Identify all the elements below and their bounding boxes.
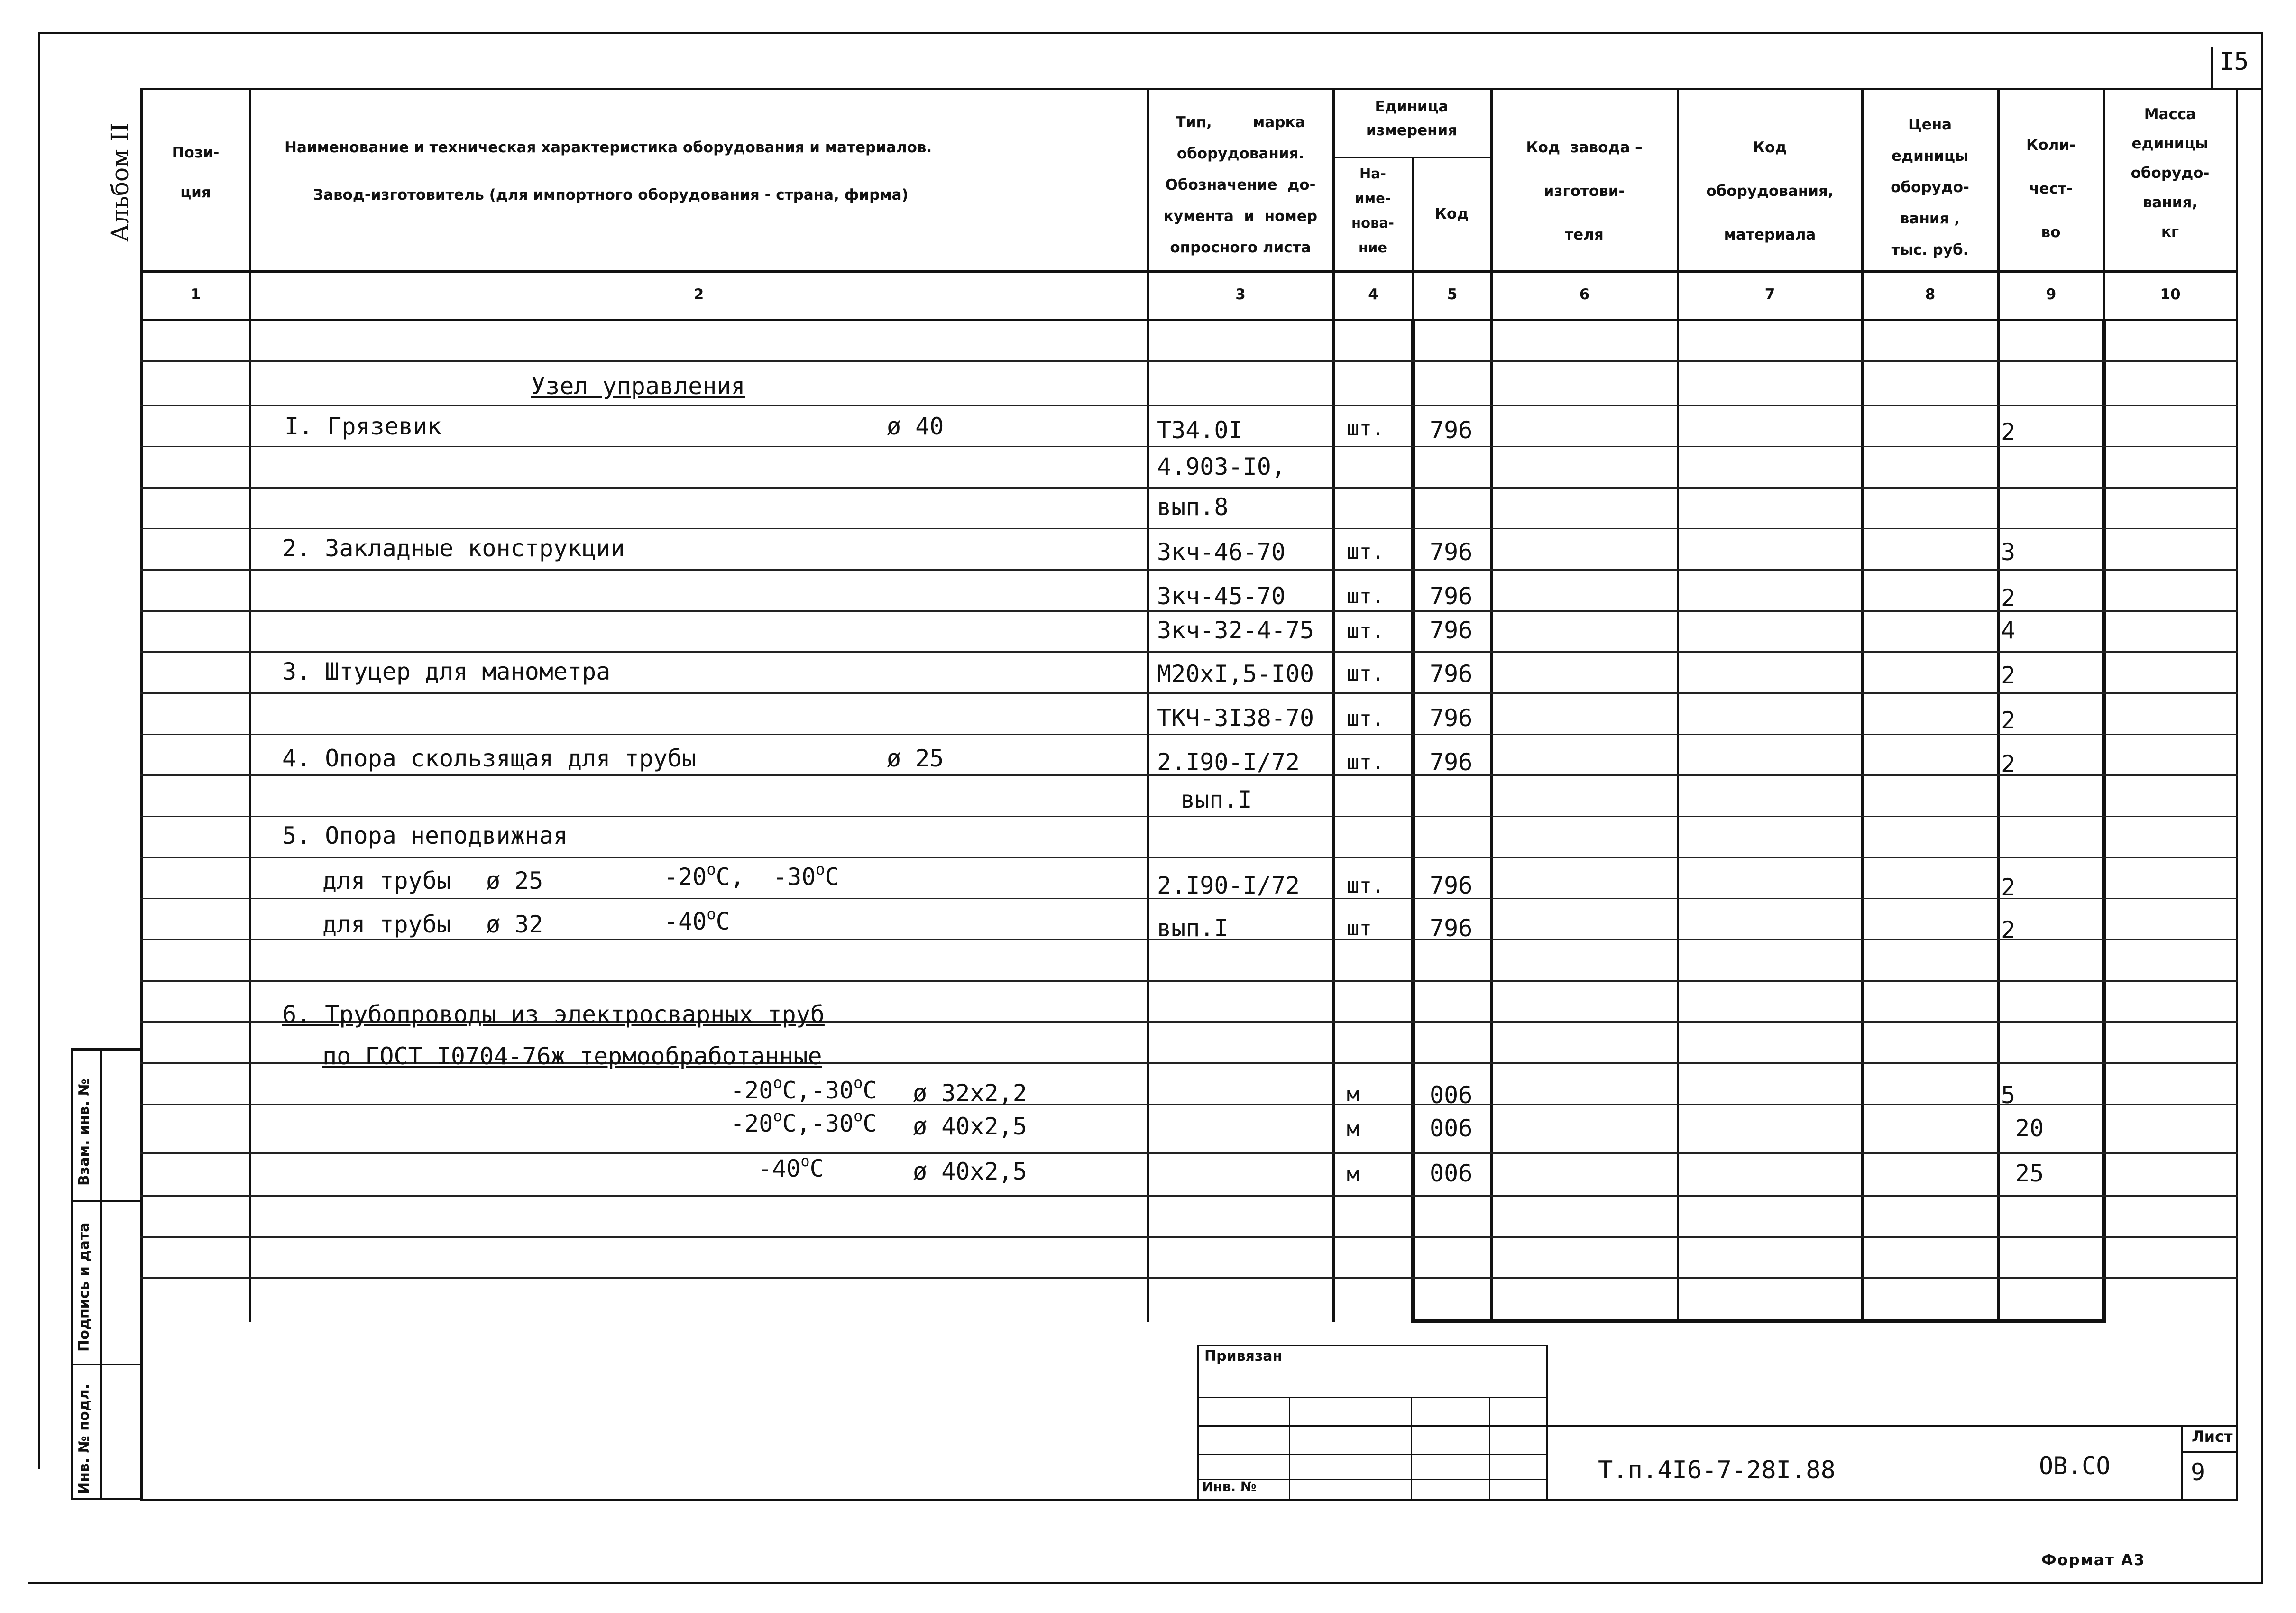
sheet-label: Лист bbox=[2192, 1428, 2233, 1446]
header-unit-group: Единица измерения bbox=[1366, 98, 1458, 139]
stamp-row bbox=[1197, 1425, 1548, 1427]
stamp-row bbox=[1197, 1454, 1548, 1455]
row-line bbox=[140, 610, 2238, 612]
col-sep-7 bbox=[1861, 88, 1864, 1322]
row3-name: 3. Штуцер для манометра bbox=[282, 658, 611, 685]
header-col2-line2: Завод-изготовитель (для импортного оборудования - страна, фирма) bbox=[313, 186, 909, 203]
col-number: 8 bbox=[1925, 286, 1936, 303]
row1-unit: шт. bbox=[1347, 416, 1385, 441]
row6b-code: 006 bbox=[1430, 1115, 1473, 1142]
row3-type: М20хI,5-I00 bbox=[1157, 660, 1314, 688]
row3b-code: 796 bbox=[1430, 704, 1473, 732]
row6c-unit: м bbox=[1347, 1162, 1359, 1186]
side-strip-outer bbox=[71, 1048, 73, 1499]
header-col5: Код bbox=[1434, 205, 1469, 222]
row-line bbox=[140, 405, 2238, 406]
header-col4: На- име- нова- ние bbox=[1351, 166, 1394, 256]
row4-unit: шт. bbox=[1347, 750, 1385, 774]
row-line bbox=[140, 692, 2238, 694]
col-number: 9 bbox=[2046, 286, 2057, 303]
col-sep-6 bbox=[1677, 88, 1679, 1322]
stamp-col bbox=[1289, 1397, 1290, 1499]
row6c-diameter: ø 40х2,5 bbox=[913, 1158, 1027, 1185]
doc-code: Т.п.4I6-7-28I.88 bbox=[1598, 1456, 1836, 1484]
row4-name: 4. Опора скользящая для трубы bbox=[282, 745, 696, 772]
row5b-type: вып.I bbox=[1157, 914, 1229, 942]
stamp-privyazan: Привязан bbox=[1204, 1348, 1283, 1364]
row2-unit: шт. bbox=[1347, 540, 1385, 564]
stamp-box-right bbox=[1546, 1345, 1548, 1499]
box-bottom bbox=[1411, 1319, 2106, 1323]
row3b-qty: 2 bbox=[2001, 707, 2016, 734]
unit-group-line bbox=[1332, 157, 1491, 158]
col-sep-3 bbox=[1332, 88, 1335, 1322]
header-col1: Пози- ция bbox=[172, 144, 220, 201]
side-strip-top bbox=[71, 1048, 140, 1051]
row6b-diameter: ø 40х2,5 bbox=[913, 1113, 1027, 1140]
col-sep-8 bbox=[1997, 88, 2000, 1322]
row2c-type: 3кч-32-4-75 bbox=[1157, 617, 1314, 644]
row-line bbox=[140, 1195, 2238, 1197]
row1-code: 796 bbox=[1430, 416, 1473, 444]
col-number: 4 bbox=[1368, 286, 1378, 303]
row2b-code: 796 bbox=[1430, 582, 1473, 610]
row2-code: 796 bbox=[1430, 538, 1473, 566]
col-number: 5 bbox=[1447, 286, 1458, 303]
col-sep-2 bbox=[1147, 88, 1149, 1322]
col-sep-1 bbox=[249, 88, 251, 1322]
row5b-unit: шт bbox=[1347, 916, 1372, 940]
row2c-unit: шт. bbox=[1347, 619, 1385, 643]
row6a-temperature: -20$^o$С,-30$^o$С bbox=[730, 1074, 877, 1104]
row6-name2: по ГОСТ I0704-76ж термообработанные bbox=[322, 1042, 822, 1070]
row5a-unit: шт. bbox=[1347, 874, 1385, 898]
row2-name: 2. Закладные конструкции bbox=[282, 535, 625, 562]
col-number: 7 bbox=[1764, 286, 1775, 303]
doc-mark: ОВ.СО bbox=[2039, 1452, 2111, 1480]
side-strip-sep bbox=[71, 1200, 140, 1202]
row-line bbox=[140, 980, 2238, 982]
side-inv-podl: Инв. № подл. bbox=[76, 1383, 92, 1494]
sheet-top-number: I5 bbox=[2219, 47, 2249, 76]
section-title: Узел управления bbox=[531, 372, 745, 400]
frame-top bbox=[38, 32, 2262, 34]
col-number: 10 bbox=[2160, 286, 2181, 303]
side-strip-bottom bbox=[71, 1498, 140, 1500]
frame-left bbox=[38, 32, 40, 1469]
row3-qty: 2 bbox=[2001, 662, 2016, 689]
frame-right bbox=[2261, 32, 2263, 1583]
title-sheet-split bbox=[2181, 1451, 2237, 1453]
row-line bbox=[140, 446, 2238, 447]
row-line bbox=[140, 734, 2238, 735]
header-col10: Масса единицы оборудо- вания, кг bbox=[2131, 106, 2210, 240]
table-bottom bbox=[140, 1499, 2238, 1501]
row-line bbox=[140, 1152, 2238, 1154]
row2-type: 3кч-46-70 bbox=[1157, 538, 1286, 566]
row5a-temperature: -20$^o$С, -30$^o$С bbox=[664, 860, 839, 891]
row-line bbox=[140, 651, 2238, 653]
row5b-name: для трубы bbox=[322, 911, 451, 938]
header-col7: Код оборудования, материала bbox=[1706, 139, 1834, 243]
row3b-unit: шт. bbox=[1347, 707, 1385, 731]
table-top bbox=[140, 88, 2238, 90]
row5b-code: 796 bbox=[1430, 914, 1473, 942]
row4-qty: 2 bbox=[2001, 750, 2016, 778]
row-line bbox=[140, 816, 2238, 817]
row1b-type: 4.903-I0, bbox=[1157, 453, 1286, 480]
row6a-diameter: ø 32х2,2 bbox=[913, 1079, 1027, 1107]
row5b-temperature: -40$^o$С bbox=[664, 905, 730, 935]
col-number: 6 bbox=[1579, 286, 1590, 303]
col-number: 2 bbox=[693, 286, 704, 303]
row1-type: Т34.0I bbox=[1157, 416, 1243, 444]
row2b-unit: шт. bbox=[1347, 584, 1385, 608]
row1c-type: вып.8 bbox=[1157, 493, 1229, 521]
row4b-type: вып.I bbox=[1181, 786, 1252, 813]
stamp-box-left bbox=[1197, 1345, 1199, 1499]
row6c-temperature: -40$^o$С bbox=[758, 1152, 824, 1182]
header-col6: Код завода – изготови- теля bbox=[1526, 139, 1643, 243]
frame-bottom bbox=[28, 1582, 2263, 1584]
row3-code: 796 bbox=[1430, 660, 1473, 688]
stamp-col bbox=[1411, 1397, 1412, 1499]
numbers-row-bottom bbox=[140, 319, 2238, 321]
row4-type: 2.I90-I/72 bbox=[1157, 748, 1300, 776]
side-strip-sep bbox=[71, 1364, 140, 1365]
stamp-col bbox=[1489, 1397, 1490, 1499]
row1-qty: 2 bbox=[2001, 418, 2016, 446]
row-line bbox=[140, 857, 2238, 858]
stamp-row bbox=[1197, 1397, 1548, 1398]
stamp-inv-no: Инв. № bbox=[1202, 1479, 1257, 1494]
title-block-top bbox=[1547, 1425, 2237, 1427]
row2b-type: 3кч-45-70 bbox=[1157, 582, 1286, 610]
row-line bbox=[140, 360, 2238, 362]
col-number: 1 bbox=[190, 286, 201, 303]
side-podpis-data: Подпись и дата bbox=[76, 1222, 92, 1352]
header-col3: Тип, марка оборудования. Обозначение до- кумента и номер опросного листа bbox=[1163, 114, 1318, 256]
row6b-unit: м bbox=[1347, 1117, 1359, 1141]
box-left bbox=[1411, 319, 1415, 1322]
row4-diameter: ø 25 bbox=[887, 745, 944, 772]
header-col2-line1: Наименование и техническая характеристика оборудования и материалов. bbox=[285, 139, 932, 156]
row2b-qty: 2 bbox=[2001, 584, 2016, 612]
col-sep-5 bbox=[1490, 88, 1493, 1322]
table-right bbox=[2236, 88, 2238, 1501]
row5b-diameter: ø 32 bbox=[486, 911, 543, 938]
row6c-code: 006 bbox=[1430, 1160, 1473, 1187]
stamp-box-top bbox=[1197, 1345, 1548, 1346]
sheet-number-box-left bbox=[2211, 47, 2213, 90]
row3-unit: шт. bbox=[1347, 662, 1385, 686]
row5a-code: 796 bbox=[1430, 872, 1473, 899]
row5a-name: для трубы bbox=[322, 867, 451, 894]
box-right bbox=[2102, 319, 2106, 1322]
row-line bbox=[140, 1236, 2238, 1238]
sheet-number: 9 bbox=[2191, 1458, 2205, 1486]
header-col9: Коли- чест- во bbox=[2026, 137, 2076, 241]
row5b-qty: 2 bbox=[2001, 916, 2016, 944]
row6c-qty: 25 bbox=[2015, 1160, 2044, 1187]
row6b-qty: 20 bbox=[2015, 1115, 2044, 1142]
header-col8: Цена единицы оборудо- вания , тыс. руб. bbox=[1891, 116, 1969, 258]
row2c-qty: 4 bbox=[2001, 617, 2016, 644]
title-sheet-left bbox=[2181, 1425, 2183, 1500]
row4-code: 796 bbox=[1430, 748, 1473, 776]
row2-qty: 3 bbox=[2001, 538, 2016, 566]
row6a-qty: 5 bbox=[2001, 1081, 2016, 1109]
row-line bbox=[140, 487, 2238, 489]
row-line bbox=[140, 1277, 2238, 1279]
row6a-unit: м bbox=[1347, 1082, 1359, 1106]
col-number: 3 bbox=[1235, 286, 1246, 303]
row1-name: I. Грязевик bbox=[285, 413, 442, 440]
row5a-diameter: ø 25 bbox=[486, 867, 543, 894]
row1-diameter: ø 40 bbox=[887, 413, 944, 440]
row6a-code: 006 bbox=[1430, 1081, 1473, 1109]
album-label: Альбом II bbox=[106, 122, 134, 242]
format-label: Формат А3 bbox=[2041, 1551, 2146, 1569]
row-line bbox=[140, 528, 2238, 529]
side-strip-middle bbox=[100, 1048, 102, 1499]
row6b-temperature: -20$^o$С,-30$^o$С bbox=[730, 1107, 877, 1137]
header-bottom bbox=[140, 270, 2238, 273]
row-line bbox=[140, 1104, 2238, 1105]
row-line bbox=[140, 569, 2238, 571]
row5-name: 5. Опора неподвижная bbox=[282, 822, 568, 849]
row2c-code: 796 bbox=[1430, 617, 1473, 644]
side-vzam-inv: Взам. инв. № bbox=[76, 1078, 92, 1186]
row5a-type: 2.I90-I/72 bbox=[1157, 872, 1300, 899]
row5a-qty: 2 bbox=[2001, 874, 2016, 901]
row3b-type: ТКЧ-3I38-70 bbox=[1157, 704, 1314, 732]
row6-name: 6. Трубопроводы из электросварных труб bbox=[282, 1001, 825, 1028]
